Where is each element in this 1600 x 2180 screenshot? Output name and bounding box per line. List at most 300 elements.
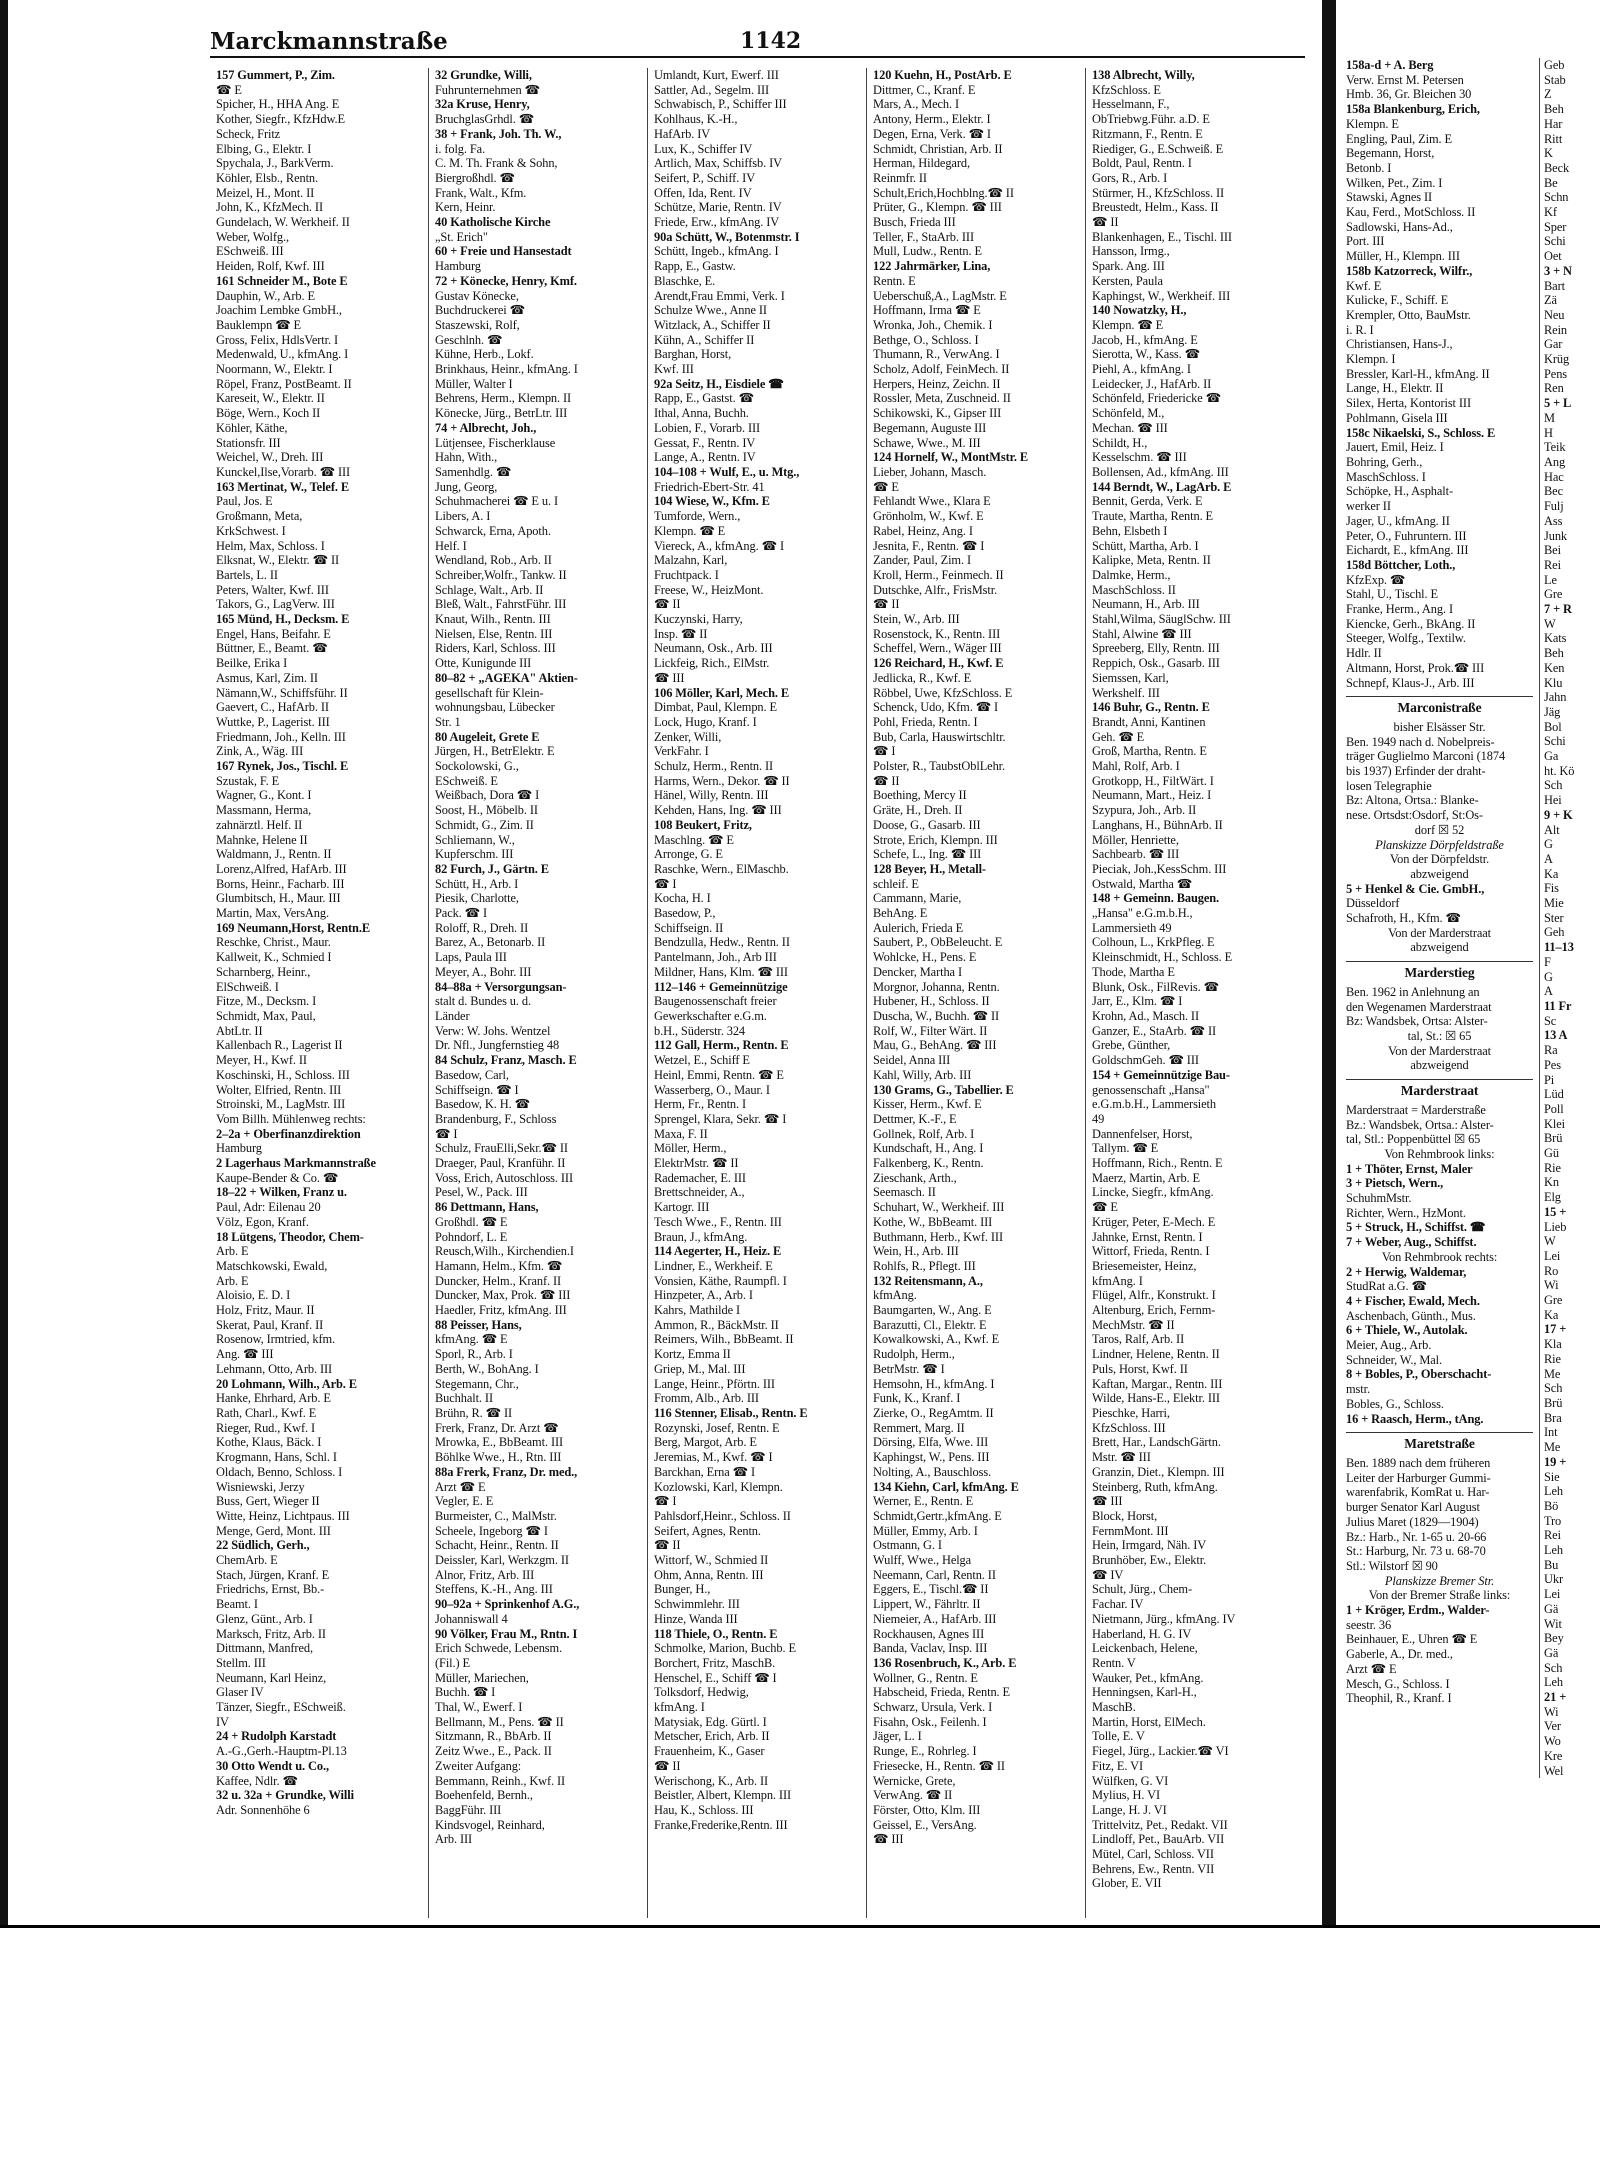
cut-entry-line: Har bbox=[1544, 116, 1563, 131]
entry-line: Zeitz Wwe., E., Pack. II bbox=[435, 1744, 552, 1759]
entry-line: kfmAng. ☎ E bbox=[435, 1332, 508, 1347]
entry-line: Maxa, F. II bbox=[654, 1126, 708, 1141]
entry-line: Berg, Margot, Arb. E bbox=[654, 1435, 757, 1450]
entry-line: Thal, W., Ewerf. I bbox=[435, 1700, 523, 1715]
entry-line: Granzin, Diet., Klempn. III bbox=[1092, 1464, 1225, 1479]
entry-line: Henningsen, Karl-H., bbox=[1092, 1685, 1197, 1700]
entry-line: Schütze, Marie, Rentn. IV bbox=[654, 200, 782, 215]
entry-line: Mrowka, E., BbBeamt. III bbox=[435, 1435, 564, 1450]
cut-entry-line: Kf bbox=[1544, 205, 1557, 220]
entry-line: Friedrichs, Ernst, Bb.- bbox=[216, 1582, 325, 1597]
entry-line: Dimbat, Paul, Klempn. E bbox=[654, 700, 777, 715]
entry-line: Neemann, Carl, Rentn. II bbox=[873, 1567, 996, 1582]
entry-line: 72 + Könecke, Henry, Kmf. bbox=[435, 273, 577, 288]
entry-line: Möller, Henriette, bbox=[1092, 832, 1179, 847]
entry-line: Hahn, With., bbox=[435, 450, 498, 465]
entry-line: 60 + Freie und Hansestadt bbox=[435, 244, 572, 259]
cut-entry-line: Jäg bbox=[1544, 704, 1561, 719]
entry-line: bis 1937) Erfinder der draht- bbox=[1346, 764, 1486, 779]
entry-line: 154 + Gemeinnützige Bau- bbox=[1092, 1067, 1230, 1082]
entry-line: Medenwald, U., kfmAng. I bbox=[216, 347, 349, 362]
entry-line: Theophil, R., Kranf. I bbox=[1346, 1691, 1452, 1706]
entry-line: Sporl, R., Arb. I bbox=[435, 1347, 513, 1362]
street-heading: Marckmannstraße bbox=[210, 28, 448, 55]
entry-line: Antony, Herm., Elektr. I bbox=[873, 112, 991, 127]
entry-line: kfmAng. I bbox=[654, 1700, 705, 1715]
entry-line: Kuczynski, Harry, bbox=[654, 612, 743, 627]
entry-line: Dannenfelser, Horst, bbox=[1092, 1126, 1193, 1141]
entry-line: 8 + Bobles, P., Oberschacht- bbox=[1346, 1367, 1492, 1382]
entry-line: KfzExp. ☎ bbox=[1346, 572, 1406, 587]
entry-line: Hemsohn, H., kfmAng. I bbox=[873, 1376, 995, 1391]
entry-line: MechMstr. ☎ II bbox=[1092, 1317, 1175, 1332]
entry-line: Gross, Felix, HdlsVertr. I bbox=[216, 332, 338, 347]
cut-entry-line: A bbox=[1544, 851, 1553, 866]
cut-entry-line: Bey bbox=[1544, 1631, 1564, 1646]
cut-entry-line: Wit bbox=[1544, 1616, 1562, 1631]
cut-entry-line: Bec bbox=[1544, 484, 1563, 499]
entry-line: Zieschank, Arth., bbox=[873, 1170, 957, 1185]
entry-line: Reusch,Wilh., Kirchendien.I bbox=[435, 1244, 574, 1259]
entry-line: Peters, Walter, Kwf. III bbox=[216, 582, 329, 597]
entry-line: Ostmann, G. I bbox=[873, 1538, 942, 1553]
entry-line: Mau, G., BehAng. ☎ III bbox=[873, 1038, 997, 1053]
entry-line: Schütt, Ingeb., kfmAng. I bbox=[654, 244, 779, 259]
entry-columns bbox=[210, 68, 1305, 1918]
entry-line: Bub, Carla, Hauswirtschltr. bbox=[873, 729, 1006, 744]
entry-line: Jahnke, Ernst, Rentn. I bbox=[1092, 1229, 1203, 1244]
entry-line: Stroinski, M., LagMstr. III bbox=[216, 1097, 346, 1112]
entry-line: Busch, Frieda III bbox=[873, 215, 956, 230]
entry-line: Rath, Charl., Kwf. E bbox=[216, 1405, 317, 1420]
entry-line: Dauphin, W., Arb. E bbox=[216, 288, 315, 303]
entry-line: 138 Albrecht, Willy, bbox=[1092, 68, 1195, 82]
entry-line: Brettschneider, A., bbox=[654, 1185, 745, 1200]
entry-line: 82 Furch, J., Gärtn. E bbox=[435, 861, 549, 876]
entry-line: Beinhauer, E., Uhren ☎ E bbox=[1346, 1632, 1478, 1647]
entry-line: 114 Aegerter, H., Heiz. E bbox=[654, 1244, 782, 1259]
entry-line: Buss, Gert, Wieger II bbox=[216, 1494, 320, 1509]
entry-line: Schwimmlehr. III bbox=[654, 1597, 740, 1612]
entry-line: Von der Bremer Straße links: bbox=[1368, 1588, 1511, 1603]
entry-line: Kisser, Herm., Kwf. E bbox=[873, 1097, 982, 1112]
entry-line: Neumann, H., Arb. III bbox=[1092, 597, 1200, 612]
entry-line: Mahl, Rolf, Arb. I bbox=[1092, 759, 1180, 774]
entry-line: Schlage, Walt., Arb. II bbox=[435, 582, 544, 597]
entry-line: Lehmann, Otto, Arb. III bbox=[216, 1361, 333, 1376]
entry-line: Verw. Ernst M. Petersen bbox=[1346, 72, 1464, 87]
entry-line: Herm, Fr., Rentn. I bbox=[654, 1097, 747, 1112]
entry-line: Schulz, FrauElli,Sekr.☎ II bbox=[435, 1141, 568, 1156]
entry-line: ☎ III bbox=[1092, 1494, 1123, 1509]
entry-line: Elksnat, W., Elektr. ☎ II bbox=[216, 553, 340, 568]
entry-line: 32 u. 32a + Grundke, Willi bbox=[216, 1788, 354, 1803]
entry-line: Pieciak, Joh.,KessSchm. III bbox=[1092, 861, 1227, 876]
entry-line: Kothe, Klaus, Bäck. I bbox=[216, 1435, 322, 1450]
entry-line: dorf ☒ 52 bbox=[1414, 822, 1465, 837]
entry-line: Deissler, Karl, Werkzgm. II bbox=[435, 1553, 569, 1568]
entry-line: 158a Blankenburg, Erich, bbox=[1346, 102, 1480, 117]
entry-line: Mars, A., Mech. I bbox=[873, 97, 960, 112]
entry-line: Schmidt,Gertr.,kfmAng. E bbox=[873, 1508, 1002, 1523]
entry-line: Basedow, Carl, bbox=[435, 1067, 509, 1082]
entry-line: Tallym. ☎ E bbox=[1092, 1141, 1159, 1156]
entry-line: Leickenbach, Helene, bbox=[1092, 1641, 1198, 1656]
cut-entry-line: Wi bbox=[1544, 1278, 1559, 1293]
entry-line: Gewerkschafter e.G.m. bbox=[654, 1009, 767, 1023]
entry-line: Zierke, O., RegAmtm. II bbox=[873, 1405, 994, 1420]
street-section-heading: Marconistraße bbox=[1346, 696, 1533, 716]
entry-line: Planskizze Bremer Str. bbox=[1384, 1573, 1495, 1588]
entry-line: Pack. ☎ I bbox=[435, 906, 488, 921]
entry-line: Ammon, R., BäckMstr. II bbox=[654, 1317, 779, 1332]
entry-line: Schildt, H., bbox=[1092, 435, 1148, 450]
entry-line: Hanke, Ehrhard, Arb. E bbox=[216, 1391, 331, 1406]
entry-line: Arronge, G. E bbox=[654, 847, 723, 862]
entry-line: 5 + Struck, H., Schiffst. ☎ bbox=[1346, 1220, 1486, 1235]
cut-entry-line: Gü bbox=[1544, 1146, 1559, 1161]
entry-line: Rockhausen, Agnes III bbox=[873, 1626, 985, 1641]
entry-line: ☎ IV bbox=[1092, 1567, 1124, 1582]
entry-line: Metscher, Erich, Arb. II bbox=[654, 1729, 770, 1744]
entry-line: Kulicke, F., Schiff. E bbox=[1346, 293, 1449, 308]
entry-line: ESchweiß. III bbox=[216, 244, 284, 259]
entry-line: Wohlcke, H., Pens. E bbox=[873, 950, 977, 965]
entry-line: Stahl,Wilma, SäuglSchw. III bbox=[1092, 612, 1231, 627]
entry-line: 108 Beukert, Fritz, bbox=[654, 817, 752, 832]
entry-line: Pohl, Frieda, Rentn. I bbox=[873, 714, 978, 729]
entry-line: Böhlke Wwe., H., Rtn. III bbox=[435, 1450, 562, 1465]
entry-line: Vom Billh. Mühlenweg rechts: bbox=[216, 1111, 366, 1126]
entry-line: Lange, Heinr., Pförtn. III bbox=[654, 1376, 775, 1391]
entry-line: Seemasch. II bbox=[873, 1185, 936, 1200]
cut-entry-line: Bra bbox=[1544, 1410, 1562, 1425]
entry-line: BaggFühr. III bbox=[435, 1802, 502, 1817]
entry-line: Buchdruckerei ☎ bbox=[435, 303, 525, 318]
entry-line: Schwarz, Ursula, Verk. I bbox=[873, 1700, 993, 1715]
entry-line: Rabel, Heinz, Ang. I bbox=[873, 523, 973, 538]
entry-line: Engling, Paul, Zim. E bbox=[1346, 131, 1452, 146]
entry-line: Schult, Jürg., Chem- bbox=[1092, 1582, 1192, 1597]
entry-line: Schulz, Herm., Rentn. II bbox=[654, 759, 774, 774]
entry-line: Schneider, W., Mal. bbox=[1346, 1352, 1443, 1367]
entry-line: Aulerich, Frieda E bbox=[873, 920, 964, 935]
entry-line: Kundschaft, H., Ang. I bbox=[873, 1141, 984, 1156]
entry-line: Neumann, Osk., Arb. III bbox=[654, 641, 773, 656]
entry-line: Thode, Martha E bbox=[1092, 964, 1175, 979]
entry-line: Elbing, G., Elektr. I bbox=[216, 141, 312, 156]
entry-line: Baumgarten, W., Ang. E bbox=[873, 1303, 992, 1318]
entry-line: Otte, Kunigunde III bbox=[435, 656, 532, 671]
entry-line: Adr. Sonnenhöhe 6 bbox=[216, 1802, 310, 1817]
cut-entry-line: Le bbox=[1544, 572, 1557, 587]
entry-line: Rosenstock, K., Rentn. III bbox=[873, 626, 1001, 641]
entry-line: Seifert, Agnes, Rentn. bbox=[654, 1523, 761, 1538]
cut-entry-line: Fulj bbox=[1544, 499, 1564, 514]
entry-line: Herpers, Heinz, Zeichn. II bbox=[873, 376, 1001, 391]
entry-line: Schnepf, Klaus-J., Arb. III bbox=[1346, 675, 1475, 690]
entry-line: BehAng. E bbox=[873, 906, 928, 921]
entry-line: Kallenbach R., Lagerist II bbox=[216, 1038, 343, 1053]
directory-page-left bbox=[210, 10, 1305, 1920]
entry-line: Reschke, Christ., Maur. bbox=[216, 935, 331, 950]
entry-line: Gollnek, Rolf, Arb. I bbox=[873, 1126, 975, 1141]
entry-line: Kunckel,Ilse,Vorarb. ☎ III bbox=[216, 464, 351, 479]
entry-line: Braun, J., kfmAng. bbox=[654, 1229, 748, 1244]
entry-line: Aloisio, E. D. I bbox=[216, 1288, 291, 1303]
entry-line: Grönholm, W., Kwf. E bbox=[873, 509, 984, 524]
cut-entry-line: A bbox=[1544, 984, 1553, 999]
cut-entry-line: Sc bbox=[1544, 1013, 1557, 1028]
entry-line: Lickfeig, Rich., ElMstr. bbox=[654, 656, 770, 671]
entry-line: Wittorf, Frieda, Rentn. I bbox=[1092, 1244, 1210, 1259]
entry-line: 88 Peisser, Hans, bbox=[435, 1317, 522, 1332]
entry-line: Nielsen, Else, Rentn. III bbox=[435, 626, 553, 641]
entry-line: Gräte, H., Dreh. II bbox=[873, 803, 963, 818]
entry-line: Steinberg, Ruth, kfmAng. bbox=[1092, 1479, 1218, 1494]
entry-line: Blankenhagen, E., Tischl. III bbox=[1092, 229, 1232, 244]
entry-line: Schult,Erich,Hochblng.☎ II bbox=[873, 185, 1014, 200]
entry-line: Bemmann, Reinh., Kwf. II bbox=[435, 1773, 566, 1788]
entry-line: Groß, Martha, Rentn. E bbox=[1092, 744, 1207, 759]
entry-line: Schütt, Martha, Arb. I bbox=[1092, 538, 1199, 553]
entry-line: 104–108 + Wulf, E., u. Mtg., bbox=[654, 464, 800, 479]
entry-line: Brunhöber, Ew., Elektr. bbox=[1092, 1553, 1207, 1568]
entry-line: Traute, Martha, Rentn. E bbox=[1092, 509, 1214, 524]
entry-line: Mull, Ludw., Rentn. E bbox=[873, 244, 982, 259]
entry-line: schleif. E bbox=[873, 876, 919, 891]
entry-line: 6 + Thiele, W., Autolak. bbox=[1346, 1323, 1468, 1338]
cut-entry-line: G bbox=[1544, 837, 1553, 852]
entry-line: Witzlack, A., Schiffer II bbox=[654, 317, 771, 332]
entry-line: Scheck, Fritz bbox=[216, 126, 281, 141]
entry-line: Buchhalt. II bbox=[435, 1391, 493, 1406]
entry-line: Lincke, Siegfr., kfmAng. bbox=[1092, 1185, 1214, 1200]
entry-line: Ben. 1949 nach d. Nobelpreis- bbox=[1346, 734, 1495, 749]
entry-line: Fiegel, Jürg., Lackier.☎ VI bbox=[1092, 1744, 1229, 1759]
entry-line: ☎ II bbox=[654, 1538, 681, 1553]
entry-line: Begemann, Auguste III bbox=[873, 420, 987, 435]
entry-line: 4 + Fischer, Ewald, Mech. bbox=[1346, 1293, 1480, 1308]
cut-entry-line: Sch bbox=[1544, 1660, 1563, 1675]
scan-left-shadow bbox=[0, 0, 8, 1925]
entry-line: Arb. E bbox=[216, 1273, 249, 1288]
entry-line: Lindner, E., Werkheif. E bbox=[654, 1258, 773, 1273]
cut-entry-line: Ang bbox=[1544, 454, 1566, 469]
entry-line: Kowalkowski, A., Kwf. E bbox=[873, 1332, 1000, 1347]
entry-line: Niemeier, A., HafArb. III bbox=[873, 1611, 997, 1626]
entry-line: 163 Mertinat, W., Telef. E bbox=[216, 479, 350, 494]
entry-line: Vonsien, Käthe, Raumpfl. I bbox=[654, 1273, 787, 1288]
cut-entry-line: Brü bbox=[1544, 1131, 1563, 1146]
cut-entry-line: Me bbox=[1544, 1366, 1561, 1381]
entry-line: Heinl, Emmi, Rentn. ☎ E bbox=[654, 1067, 784, 1082]
entry-line: Sachbearb. ☎ III bbox=[1092, 847, 1180, 862]
entry-line: Bollensen, Ad., kfmAng. III bbox=[1092, 464, 1229, 479]
entry-line: Lock, Hugo, Kranf. I bbox=[654, 714, 757, 729]
entry-line: Umlandt, Kurt, Ewerf. III bbox=[654, 68, 779, 82]
cut-entry-line: Int bbox=[1544, 1425, 1558, 1440]
entry-line: Kesselschm. ☎ III bbox=[1092, 450, 1187, 465]
entry-line: Krogmann, Hans, Schl. I bbox=[216, 1450, 337, 1465]
cut-entry-line: Mie bbox=[1544, 896, 1564, 911]
entry-line: Nämann,W., Schiffsführ. II bbox=[216, 685, 348, 700]
entry-line: stalt d. Bundes u. d. bbox=[435, 994, 531, 1009]
entry-line: Werkshelf. III bbox=[1092, 685, 1160, 700]
entry-line: 90a Schütt, W., Botenmstr. I bbox=[654, 229, 800, 244]
entry-line: werker II bbox=[1346, 499, 1391, 514]
entry-line: Dutschke, Alfr., FrisMstr. bbox=[873, 582, 998, 597]
entry-line: MaschSchloss. II bbox=[1092, 582, 1176, 597]
entry-line: Schöpke, H., Asphalt- bbox=[1346, 484, 1453, 499]
entry-line: ☎ E bbox=[216, 82, 242, 97]
entry-line: Boldt, Paul, Rentn. I bbox=[1092, 156, 1192, 171]
entry-line: Arendt,Frau Emmi, Verk. I bbox=[654, 288, 785, 303]
cut-entry-line: Klei bbox=[1544, 1116, 1565, 1131]
right-page-column bbox=[1340, 58, 1540, 1778]
entry-line: Altmann, Horst, Prok.☎ III bbox=[1346, 660, 1485, 675]
entry-line: Haberland, H. G. IV bbox=[1092, 1626, 1192, 1641]
entry-line: MaschSchloss. I bbox=[1346, 469, 1426, 484]
entry-line: Pohndorf, L. E bbox=[435, 1229, 508, 1244]
cut-entry-line: Rei bbox=[1544, 1528, 1561, 1543]
entry-line: Kozlowski, Karl, Klempn. bbox=[654, 1479, 783, 1494]
entry-line: BruchglasGrhdl. ☎ bbox=[435, 112, 535, 127]
cut-entry-line: Gä bbox=[1544, 1601, 1559, 1616]
entry-line: Henschel, E., Schiff ☎ I bbox=[654, 1670, 777, 1685]
entry-line: 84–88a + Versorgungsan- bbox=[435, 979, 567, 994]
entry-line: Jung, Georg, bbox=[435, 479, 498, 494]
cut-entry-line: Bei bbox=[1544, 543, 1561, 558]
entry-line: Kaphingst, W., Pens. III bbox=[873, 1450, 990, 1465]
entry-line: Aschenbach, Günth., Mus. bbox=[1346, 1308, 1476, 1323]
entry-line: Berth, W., BohAng. I bbox=[435, 1361, 539, 1376]
entry-line: Rudolph, Herm., bbox=[873, 1347, 955, 1362]
entry-line: Libers, A. I bbox=[435, 509, 491, 524]
entry-line: Glenz, Günt., Arb. I bbox=[216, 1611, 313, 1626]
entry-line: Hoffmann, Irma ☎ E bbox=[873, 303, 981, 318]
entry-line: Roloff, R., Dreh. II bbox=[435, 920, 529, 935]
entry-line: Röbbel, Uwe, KfzSchloss. E bbox=[873, 685, 1013, 700]
entry-line: Bellmann, M., Pens. ☎ II bbox=[435, 1714, 564, 1729]
entry-line: St.: Harburg, Nr. 73 u. 68-70 bbox=[1346, 1544, 1486, 1559]
cut-entry-line: Ra bbox=[1544, 1043, 1558, 1058]
entry-line: 140 Nowatzky, H., bbox=[1092, 303, 1187, 318]
entry-line: Büttner, E., Beamt. ☎ bbox=[216, 641, 328, 656]
entry-line: Koschinski, H., Schloss. III bbox=[216, 1067, 350, 1082]
entry-line: Behrens, Herm., Klempn. II bbox=[435, 391, 572, 406]
entry-line: Wendland, Rob., Arb. II bbox=[435, 553, 552, 568]
column-5 bbox=[1086, 68, 1305, 1918]
entry-line: Maschlng. ☎ E bbox=[654, 832, 734, 847]
entry-line: Seifert, P., Schiff. IV bbox=[654, 170, 756, 185]
entry-line: bisher Elsässer Str. bbox=[1393, 719, 1486, 734]
entry-line: burger Senator Karl August bbox=[1346, 1500, 1480, 1515]
entry-line: Fromm, Alb., Arb. III bbox=[654, 1391, 759, 1406]
cut-entry-line: Wel bbox=[1544, 1763, 1564, 1778]
entry-line: Röpel, Franz, PostBeamt. II bbox=[216, 376, 352, 391]
entry-line: Witte, Heinz, Lichtpaus. III bbox=[216, 1508, 350, 1523]
cut-entry-line: H bbox=[1544, 425, 1553, 440]
entry-line: Kocha, H. I bbox=[654, 891, 711, 906]
entry-line: 1 + Kröger, Erdm., Walder- bbox=[1346, 1603, 1490, 1618]
entry-line: Hinzpeter, A., Arb. I bbox=[654, 1288, 753, 1303]
entry-line: Wein, H., Arb. III bbox=[873, 1244, 959, 1259]
entry-line: 157 Gummert, P., Zim. bbox=[216, 68, 335, 82]
entry-line: Siemssen, Karl, bbox=[1092, 670, 1169, 685]
entry-line: Breustedt, Helm., Kass. II bbox=[1092, 200, 1219, 215]
entry-line: Kwf. III bbox=[654, 362, 694, 377]
entry-line: Gors, R., Arb. I bbox=[1092, 170, 1168, 185]
entry-line: 169 Neumann,Horst, Rentn.E bbox=[216, 920, 371, 935]
entry-line: Duncker, Max, Prok. ☎ III bbox=[435, 1288, 571, 1303]
entry-line: Lorenz,Alfred, HafArb. III bbox=[216, 861, 347, 876]
page-number: 1142 bbox=[740, 28, 802, 54]
entry-line: ☎ E bbox=[1092, 1200, 1118, 1215]
entry-line: Marksch, Fritz, Arb. II bbox=[216, 1626, 326, 1641]
cut-entry-line: Gre bbox=[1544, 1293, 1563, 1308]
entry-line: Völz, Egon, Kranf. bbox=[216, 1214, 309, 1229]
entry-line: Mesch, G., Schloss. I bbox=[1346, 1676, 1450, 1691]
entry-line: 80 Augeleit, Grete E bbox=[435, 729, 540, 744]
entry-line: Stellm. III bbox=[216, 1655, 266, 1670]
entry-line: Weichel, W., Dreh. III bbox=[216, 450, 324, 465]
entry-line: 134 Kiehn, Carl, kfmAng. E bbox=[873, 1479, 1019, 1494]
entry-line: Kau, Ferd., MotSchloss. II bbox=[1346, 205, 1476, 220]
cut-entry-line: Lüd bbox=[1544, 1087, 1564, 1102]
entry-line: Nolting, A., Bauschloss. bbox=[873, 1464, 992, 1479]
entry-line: gesellschaft für Klein- bbox=[435, 685, 544, 700]
entry-line: Friede, Erw., kfmAng. IV bbox=[654, 215, 780, 230]
entry-line: Piehl, A., kfmAng. I bbox=[1092, 362, 1191, 377]
entry-line: ☎ II bbox=[1092, 215, 1119, 230]
scan-bottom-margin bbox=[0, 1925, 1600, 2180]
entry-line: Kareseit, W., Elektr. II bbox=[216, 391, 325, 406]
entry-line: Schacht, Heinr., Rentn. II bbox=[435, 1538, 559, 1553]
cut-entry-line: Lei bbox=[1544, 1587, 1561, 1602]
entry-line: Rapp, E., Gastst. ☎ bbox=[654, 391, 754, 406]
entry-line: Behrens, Ew., Rentn. VII bbox=[1092, 1861, 1215, 1876]
entry-line: Brandenburg, F., Schloss bbox=[435, 1111, 557, 1126]
entry-line: Stahl, Alwine ☎ III bbox=[1092, 626, 1192, 641]
entry-line: HafArb. IV bbox=[654, 126, 711, 141]
entry-line: kfmAng. bbox=[873, 1288, 917, 1303]
entry-line: 112–146 + Gemeinnützige bbox=[654, 979, 788, 994]
entry-line: Geissel, E., VersAng. bbox=[873, 1817, 977, 1832]
cut-entry-line: Sch bbox=[1544, 778, 1563, 793]
entry-line: Basedow, P., bbox=[654, 906, 716, 921]
cut-entry-line: Ken bbox=[1544, 660, 1565, 675]
entry-line: 2 + Herwig, Waldemar, bbox=[1346, 1264, 1467, 1279]
entry-line: Schwarck, Erna, Apoth. bbox=[435, 523, 551, 538]
entry-line: Hamburg bbox=[216, 1141, 262, 1156]
entry-line: Martin, Max, VersAng. bbox=[216, 906, 329, 921]
entry-line: Fehlandt Wwe., Klara E bbox=[873, 494, 991, 509]
entry-line: Jeremias, M., Kwf. ☎ I bbox=[654, 1450, 773, 1465]
cut-entry-line: Geb bbox=[1544, 58, 1565, 72]
entry-line: Viereck, A., kfmAng. ☎ I bbox=[654, 538, 784, 553]
entry-line: 18–22 + Wilken, Franz u. bbox=[216, 1185, 347, 1200]
entry-line: Lange, H., Elektr. II bbox=[1346, 381, 1444, 396]
entry-line: Peter, O., Fuhruntern. III bbox=[1346, 528, 1467, 543]
entry-line: Zander, Paul, Zim. I bbox=[873, 553, 971, 568]
entry-line: Falkenberg, K., Rentn. bbox=[873, 1156, 984, 1171]
entry-line: Stawski, Agnes II bbox=[1346, 190, 1433, 205]
entry-line: Jager, U., kfmAng. II bbox=[1346, 513, 1450, 528]
entry-line: Tänzer, Siegfr., ESchweiß. bbox=[216, 1700, 346, 1715]
entry-line: Schulze Wwe., Anne II bbox=[654, 303, 767, 318]
entry-line: Meyer, A., Bohr. III bbox=[435, 964, 532, 979]
